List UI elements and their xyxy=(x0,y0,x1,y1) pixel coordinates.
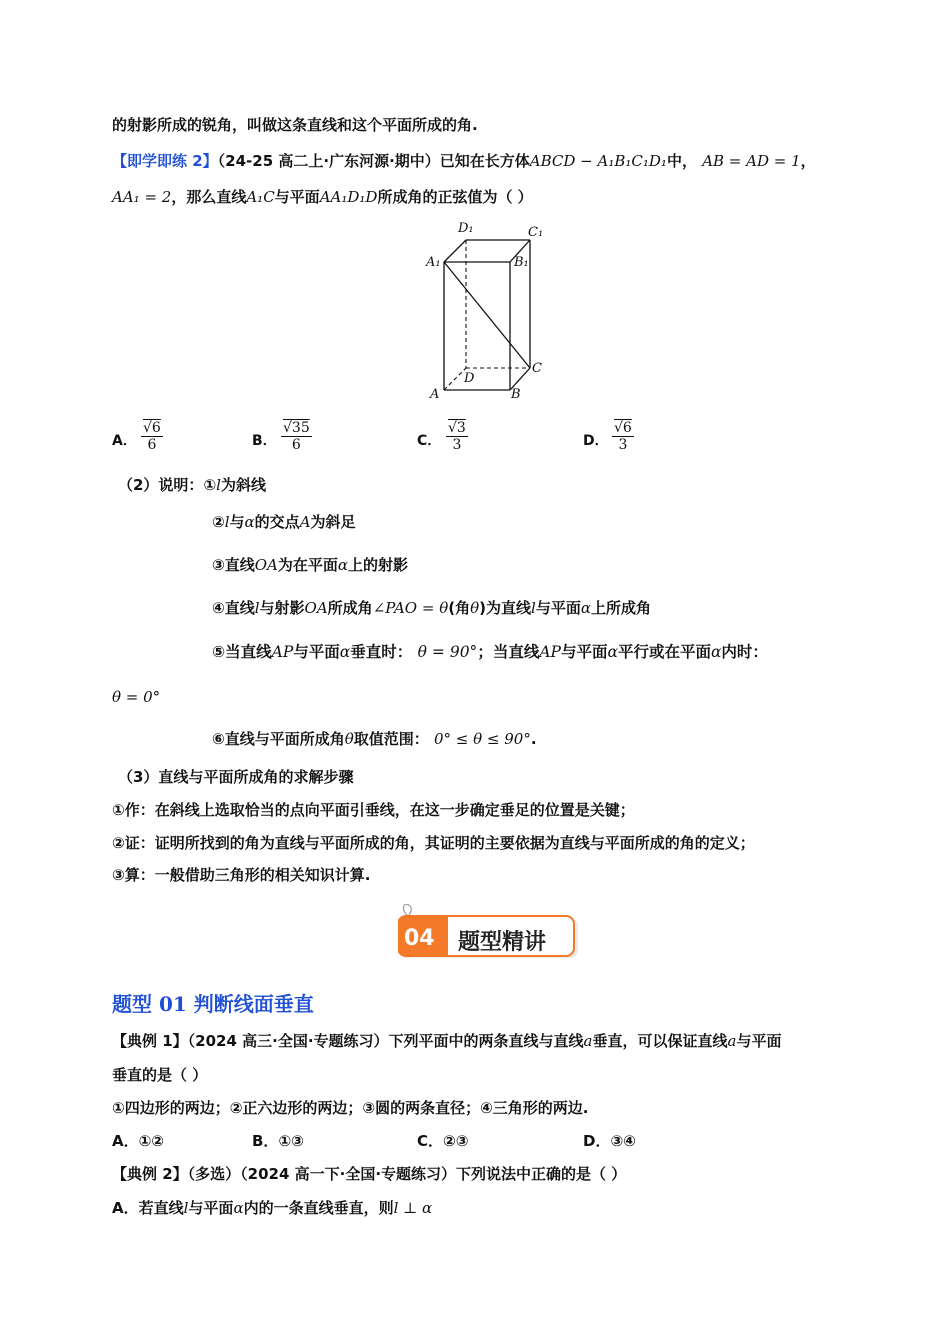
item3-b: 上的射影 xyxy=(348,556,409,574)
condition-aa1: AA₁ = 2 xyxy=(112,188,172,206)
label-c1: C₁ xyxy=(528,225,544,240)
example2-line1 xyxy=(112,1163,626,1185)
option-c-label: C． xyxy=(417,433,442,449)
var-a: a xyxy=(583,1032,593,1050)
var-AP: AP xyxy=(539,643,561,661)
ex2-a: 与平面 xyxy=(188,1199,234,1217)
ex1-option-a xyxy=(112,1130,164,1152)
var-alpha: α xyxy=(233,1199,244,1217)
var-l: l xyxy=(254,599,260,617)
option-a-num: √6 xyxy=(143,420,161,436)
solid-name: ABCD − A₁B₁C₁D₁ xyxy=(529,152,667,170)
explain-item4 xyxy=(212,597,651,619)
angle-expr: ∠PAO = θ xyxy=(372,599,449,617)
label-d: D xyxy=(464,371,475,386)
item4-e: 与平面 xyxy=(535,599,581,617)
item3-a: 为在平面 xyxy=(277,556,338,574)
item5-b: 垂直时： xyxy=(350,643,413,661)
explain-item6 xyxy=(212,728,537,750)
explain-item2 xyxy=(212,511,356,533)
item4-f: 上所成角 xyxy=(590,599,651,617)
item4-d: )为直线 xyxy=(479,599,531,617)
expr-90: θ = 90° xyxy=(417,643,478,661)
explain-item5-cont xyxy=(112,686,160,708)
ex1-option-c-label: C． xyxy=(417,1132,444,1150)
label-a: A xyxy=(430,387,440,402)
practice2-line2 xyxy=(112,186,533,208)
option-d-label: D． xyxy=(583,433,609,449)
plane-name: AA₁D₁D xyxy=(319,188,378,206)
var-a: a xyxy=(727,1032,737,1050)
var-alpha: α xyxy=(339,643,351,661)
cuboid-figure xyxy=(420,214,560,404)
ex1-option-d-label: D． xyxy=(583,1132,611,1150)
item4-a: 与射影 xyxy=(259,599,305,617)
option-b-den: 6 xyxy=(291,437,301,453)
practice2-tag: 【即学即练 2】 xyxy=(112,152,218,170)
expr-0: θ = 0° xyxy=(112,688,161,706)
condition-ab-ad: AB = AD = 1 xyxy=(702,152,801,170)
ex1-option-b-label: B． xyxy=(252,1132,279,1150)
section-badge xyxy=(398,916,580,966)
example1-line1 xyxy=(112,1030,781,1052)
badge-number: 04 xyxy=(404,926,435,951)
item1-tail: 为斜线 xyxy=(220,476,266,494)
ex1-option-a-value: ①② xyxy=(138,1132,165,1150)
step-2: ②证：证明所找到的角为直线与平面所成的角，其证明的主要依据为直线与平面所成的角的定义； xyxy=(112,834,755,852)
item2-b: 的交点 xyxy=(254,513,300,531)
var-alpha: α xyxy=(244,513,255,531)
option-b-fraction xyxy=(281,420,312,453)
item2-prefix: ② xyxy=(212,513,225,531)
option-d-num: √6 xyxy=(614,420,632,436)
item4-c: (角 xyxy=(448,599,471,617)
option-a-label: A． xyxy=(112,433,137,449)
label-b: B xyxy=(511,387,521,402)
label-a1: A₁ xyxy=(426,255,441,270)
ex1-option-c-value: ②③ xyxy=(443,1132,469,1150)
var-A: A xyxy=(299,513,311,531)
text-mid: 中， xyxy=(666,152,697,170)
item5-a: 与平面 xyxy=(293,643,340,661)
step-1: ①作：在斜线上选取恰当的点向平面引垂线，在这一步确定垂足的位置是关键； xyxy=(112,801,635,819)
var-alpha: α xyxy=(580,599,591,617)
ex1-option-d xyxy=(583,1130,636,1152)
line-a1c: A₁C xyxy=(246,188,275,206)
var-alpha: α xyxy=(337,556,348,574)
var-l: l xyxy=(216,476,221,494)
steps-title: （3）直线与平面所成角的求解步骤 xyxy=(118,768,354,786)
example1-text-c: 与平面 xyxy=(736,1032,782,1050)
example1-items: ①四边形的两边；②正六边形的两边；③圆的两条直径；④三角形的两边. xyxy=(112,1099,589,1117)
explain-item1 xyxy=(118,474,266,496)
practice2-source: （24-25 高二上·广东河源·期中）已知在长方体 xyxy=(217,152,530,170)
question-a: ，那么直线 xyxy=(171,188,247,206)
var-l: l xyxy=(224,513,230,531)
label-c: C xyxy=(532,361,542,376)
item5-f: 内时： xyxy=(721,643,768,661)
item5-e: 平行或在平面 xyxy=(617,643,711,661)
question-c: 所成角的正弦值为（ ） xyxy=(377,188,533,206)
item5-d: 与平面 xyxy=(560,643,608,661)
example2-option-a xyxy=(112,1197,432,1219)
item2-c: 为斜足 xyxy=(310,513,356,531)
var-l: l xyxy=(531,599,536,617)
ex1-option-d-value: ③④ xyxy=(610,1132,636,1150)
example1-text-b: 垂直，可以保证直线 xyxy=(592,1032,728,1050)
item6-end: . xyxy=(530,730,537,748)
question-b: 与平面 xyxy=(274,188,320,206)
range-expr: 0° ≤ θ ≤ 90° xyxy=(433,730,531,748)
explain-item3 xyxy=(212,554,408,576)
item5-c: ；当直线 xyxy=(477,643,540,661)
explain-item5 xyxy=(212,641,768,663)
ex1-option-b-value: ①③ xyxy=(278,1132,304,1150)
step-3: ③算：一般借助三角形的相关知识计算. xyxy=(112,866,371,884)
item4-prefix: ④直线 xyxy=(212,599,255,617)
item5-prefix: ⑤当直线 xyxy=(212,643,272,661)
var-theta: θ xyxy=(470,599,480,617)
var-OA: OA xyxy=(304,599,328,617)
practice2-line1 xyxy=(112,150,816,172)
ex1-option-a-label: A． xyxy=(112,1132,139,1150)
var-OA: OA xyxy=(254,556,278,574)
option-d-fraction xyxy=(612,420,634,453)
ex2-b: 内的一条直线垂直，则 xyxy=(243,1199,394,1217)
option-b-label: B． xyxy=(252,433,277,449)
text-comma: ， xyxy=(800,152,816,170)
badge-text: 题型精讲 xyxy=(458,930,547,955)
section-title: 题型 01 判断线面垂直 xyxy=(112,992,314,1016)
ex1-option-c xyxy=(417,1130,468,1152)
ex1-option-b xyxy=(252,1130,304,1152)
item3-prefix: ③直线 xyxy=(212,556,255,574)
var-AP: AP xyxy=(271,643,294,661)
example1-text-a: （2024 高三·全国·专题练习）下列平面中的两条直线与直线 xyxy=(187,1032,584,1050)
option-a-den: 6 xyxy=(147,437,157,453)
var-alpha: α xyxy=(710,643,722,661)
var-alpha: α xyxy=(607,643,618,661)
item2-a: 与 xyxy=(229,513,245,531)
option-c-num: √3 xyxy=(448,420,466,436)
perp-expr: l ⊥ α xyxy=(393,1199,433,1217)
option-b-num: √35 xyxy=(283,420,310,436)
option-a-fraction xyxy=(141,420,163,453)
ex2-option-a-label: A．若直线 xyxy=(112,1199,184,1217)
example2-tag: 【典例 2】 xyxy=(112,1165,188,1183)
intro-text: 的射影所成的锐角，叫做这条直线和这个平面所成的角. xyxy=(112,116,478,134)
example1-line2: 垂直的是（ ） xyxy=(112,1066,208,1084)
label-d1: D₁ xyxy=(458,221,474,236)
option-c-den: 3 xyxy=(452,437,462,453)
option-c-fraction xyxy=(446,420,468,453)
item6-prefix: ⑥直线与平面所成角 xyxy=(212,730,345,748)
example2-text: （多选）（2024 高一下·全国·专题练习）下列说法中正确的是（ ） xyxy=(187,1165,627,1183)
var-l: l xyxy=(183,1199,189,1217)
item6-a: 取值范围： xyxy=(353,730,429,748)
explain-title: （2）说明：① xyxy=(118,476,217,494)
example1-tag: 【典例 1】 xyxy=(112,1032,188,1050)
label-b1: B₁ xyxy=(514,255,529,270)
option-d-den: 3 xyxy=(618,437,628,453)
item4-b: 所成角 xyxy=(327,599,373,617)
var-theta: θ xyxy=(344,730,354,748)
